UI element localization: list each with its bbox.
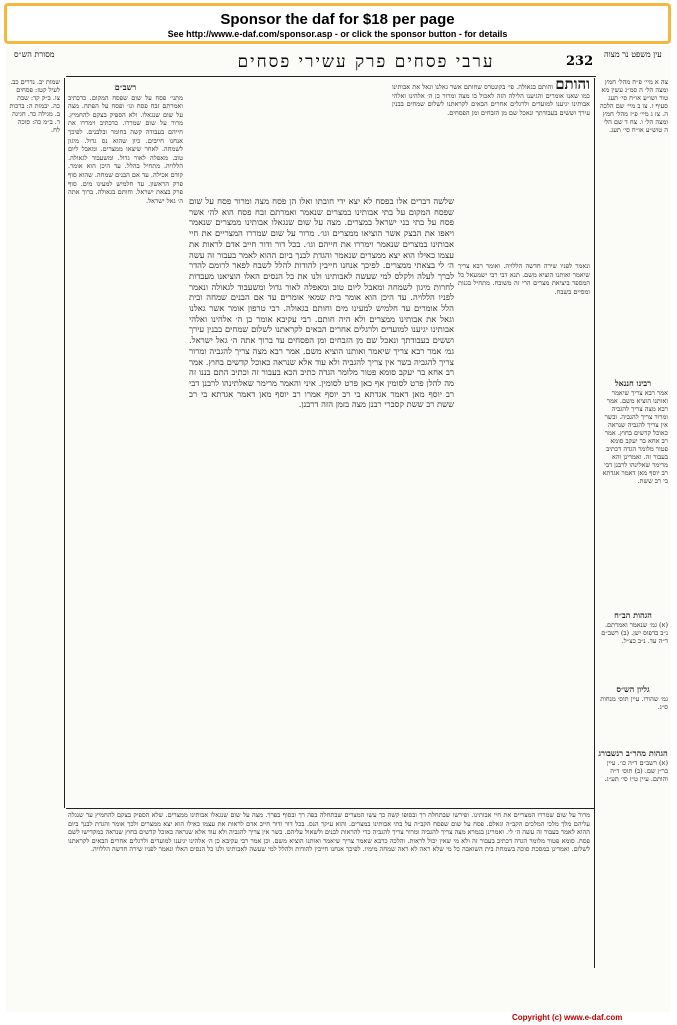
copyright-notice[interactable]: Copyright (c) www.e-daf.com	[512, 1013, 623, 1022]
hagahot-maharab-text: (א) רשב״ם ד״ה כו׳. עיין בר״ן שם. (ב) תוס׳ ד״ה והותם. עיין ט״ז סי׳ תע״ג.	[604, 759, 668, 783]
sponsor-subtitle[interactable]: See http://www.e-daf.com/sponsor.asp - or click the sponsor button - for details	[167, 29, 508, 39]
gemara-text-block	[189, 196, 454, 756]
talmud-page	[6, 46, 671, 1012]
bottom-commentary-text: מרור על שום שמררו המצריים את חיי אבותינו. ופירשו שבתחלה רך ובסופו קשה כך עשו המצרים שבתחלה בפה רך ובסוף בפרך. מצה על שום שנגאלו אבותינו ממצרים. שלא הספיק בצקם להחמיץ עד שנגלה עליהם מלך מלכי המלכים הקב״ה וגאלם. פסח על שום שפסח הקב״ה על בתי אבותינו במצרים. והוא עיקר הנס. בכל דור ודור חייב אדם לראות את עצמו כאילו הוא יצא ממצרים ולכך אומר והגדת לבנך ביום ההוא לאמר בעבור זה עשה ה׳ לי. ואמרינן בגמרא מצה צריך להגביה ומרור צריך להגביה כדי להראות לבנים ולשאול עליהם. בשר אין צריך להגביה ולא עוד אלא שנראה כאוכל קדשים בחוץ שנראה כמקדישו לשם פסח. סומא פטור מלומר הגדה דכתיב בעבור זה ולא מי שאין יכול לראות. והלכה כרבא שאמר צריך שיאמר ואותנו הוציא משם. וכן אמר רבי עקיבא כן ה׳ אלהינו יגיענו למועדים ולרגלים אחרים הבאים לקראתנו לשלום. ואמרינן במסכת סוכה בשמחת בית השואבה כל מי שלא ראה לא ראה שמחה מימיו. לפיכך אנחנו חייבין להודות ולהלל למי שעשה לאבותינו ולנו כל הנסים האלו ונאמר לפניו שירה חדשה הללויה.	[68, 811, 590, 854]
bottom-rule	[66, 808, 594, 809]
sponsor-banner[interactable]	[4, 3, 671, 44]
gemara-text: שלשה דברים אלו בפסח לא יצא ידי חובתו ואלו הן פסח מצה ומרור פסח על שום שפסח המקום על בתי אבותינו במצרים שנאמר ואמרתם זבח פסח הוא לה׳ אשר פסח על בתי בני ישראל במצרים. מצה על שום שנגאלו אבותינו ממצרים שנאמר ויאפו את הבצק אשר הוציאו ממצרים וגו׳. מרור על שום שמררו המצריים את חיי אבותינו במצרים שנאמר וימררו את חייהם וגו׳. בכל דור ודור חייב אדם לראות את עצמו כאילו הוא יצא ממצרים שנאמר והגדת לבנך ביום ההוא לאמר בעבור זה עשה ה׳ לי בצאתי ממצרים. לפיכך אנחנו חייבין להודות להלל לשבח לפאר לרומם להדר לברך לעלה ולקלס למי שעשה לאבותינו ולנו את כל הנסים האלו הוציאנו מעבדות לחרות מיגון לשמחה ומאבל ליום טוב ומאפלה לאור גדול ומשעבוד לגאולה ונאמר לפניו הללויה. עד היכן הוא אומר בית שמאי אומרים עד אם הבנים שמחה ובית הלל אומרים עד חלמיש למעינו מים וחותם בגאולה. רבי טרפון אומר אשר גאלנו וגאל את אבותינו ממצרים ולא היה חותם. רבי עקיבא אומר כן ה׳ אלהינו ואלהי אבותינו יגיענו למועדים ולרגלים אחרים הבאים לקראתנו לשלום שמחים בבנין עירך וששים בעבודתך ונאכל שם מן הזבחים ומן הפסחים עד ברוך אתה ה׳ גאל ישראל. גמ׳ אמר רבא צריך שיאמר ואותנו הוציא משם. אמר רבא מצה צריך להגביה ומרור צריך להגביה בשר אין צריך להגביה ולא עוד אלא שנראה כאוכל קדשים בחוץ. אמר רב אחא בר יעקב סומא פטור מלומר הגדה כתיב הכא בעבור זה וכתיב התם בננו זה מה להלן פרט לסומין אף כאן פרט לסומין. איני והאמר מרימר שאלתינהו לרבנן דבי רב יוסף מאן דאמר אגדתא בי רב יוסף אמרו רב יוסף מאן דאמר אגדתא בי רב ששת רב ששת קסברי רבנן מצה בזמן הזה דרבנן.	[189, 196, 454, 410]
tosafot-opening-word: והותם	[555, 80, 590, 93]
right-divider	[594, 78, 595, 968]
ein-mishpat-column	[598, 78, 668, 258]
left-divider	[64, 78, 65, 808]
header-rule	[66, 76, 596, 77]
hagahot-habach-text: (א) גמ׳ שנאמר ואמרתם. נ״ב בדפוס ישן. (ב) רשב״ם ד״ה עד. נ״ב כצ״ל.	[601, 621, 668, 645]
rabbeinu-chananel-label: רבינו חננאל	[614, 378, 652, 388]
hagahot-habach-label: הגהות הב״ח	[614, 610, 652, 620]
rabbeinu-chananel-column	[598, 376, 668, 606]
masoret-hashas-column	[8, 78, 60, 678]
rashbam-label: רשב״ם	[114, 82, 137, 92]
tosafot-continued	[458, 262, 590, 462]
tosafot-continued-text: ונאמר לפניו שירה חדשה הללויה. ואומר רבא צריך שיאמר ואותנו הוציא משם. תנא דבי רבי ישמעאל כל המספר ביציאת מצרים הרי זה משובח. מתחיל בגנות ומסיים בשבח.	[458, 262, 590, 296]
sponsor-title[interactable]: Sponsor the daf for $18 per page	[220, 11, 455, 28]
tosafot-text: והותם בגאולה. פי׳ בקונטרס שחותם אשר גאלנו וגאל את אבותינו כמו שאנו אומרים והגיענו הלילה הזה לאכול בו מצה ומרור כן ה׳ אלהינו ואלהי אבותינו יגיענו למועדים ולרגלים אחרים הבאים לקראתנו לשלום שמחים בבנין עירך וששים בעבודתך ונאכל שם מן הזבחים ומן הפסחים.	[392, 83, 590, 117]
ein-mishpat-label: עין משפט נר מצוה	[604, 50, 662, 59]
gilyon-hashas-column	[598, 682, 668, 742]
gilyon-hashas-label: גליון הש״ס	[616, 684, 650, 694]
bottom-commentary	[68, 811, 590, 1006]
rashbam-text: מתני׳ פסח על שום שפסח המקום. כדכתיב ואמרתם זבח פסח וגו׳ ופסח על הפתח. מצה על שום שנגאלו. ולא הספיק בצקם להחמיץ. מרור על שום שמררו. כדכתיב וימררו את חייהם בעבודה קשה בחומר ובלבנים. לפיכך אנחנו חייבים. כיון שהוא נס גדול. מיגון לשמחה. לאחר שיצאו ממצרים. ומאבל ליום טוב. מאפלה לאור גדול. ומשעבוד לגאולה. הללויה. מתחיל בהלל. עד היכן הוא אומר. קודם אכילה. עד אם הבנים שמחה. שהוא סוף פרק הראשון. עד חלמיש למעינו מים. סוף פרק בצאת ישראל. וחותם בגאולה. ברוך אתה ה׳ גאל ישראל.	[68, 93, 183, 205]
hagahot-maharab-column	[598, 746, 668, 876]
page-number: 232	[566, 54, 594, 69]
rashbam-column	[68, 80, 183, 805]
hagahot-habach-column	[598, 608, 668, 678]
rabbeinu-chananel-text: אמר רבא צריך שיאמר ואותנו הוציא משם. אמר רבא מצה צריך להגביה ומרור צריך להגביה. ובשר אין צריך להגביה שנראה כאוכל קדשים בחוץ. אמר רב אחא בר יעקב סומא פטור מלומר הגדה דכתיב בעבור זה. ואמרינן והא מרימר שאלינהו לרבנן דבי רב יוסף מאן דאמר אגדתא בי רב ששת.	[602, 389, 668, 485]
page-header	[6, 50, 671, 76]
hagahot-maharab-label: הגהות מהר״ב רנשבורג	[598, 748, 668, 758]
masoret-hashas-text: שמות יב. נדרים כב. לעיל קטז: פסחים צו. ב״ק קד: שבת כה. יבמות ה: ברכות ב. מגילה כד. חגיגה ד. ב״מ כה: סוכה לח.	[9, 78, 60, 134]
gilyon-hashas-text: גמ׳ שהורו. עיין תוס׳ מנחות ס״ג.	[600, 695, 668, 711]
masoret-hashas-label: מסורת הש״ס	[14, 50, 55, 59]
chapter-title: ערבי פסחים פרק עשירי פסחים	[237, 52, 495, 72]
ein-mishpat-text: צה א מיי׳ פ״ח מהל׳ חמץ ומצה הל׳ ה סמ״ג עשין מא טור ושו״ע או״ח סי׳ תעג סעיף ז. צו ב מיי׳ שם הלכה ה. צז ג מיי׳ פ״ז מהל׳ חמץ ומצה הל׳ ו. צח ד שם הל׳ ה טוש״ע או״ח סי׳ תעג.	[599, 78, 668, 134]
